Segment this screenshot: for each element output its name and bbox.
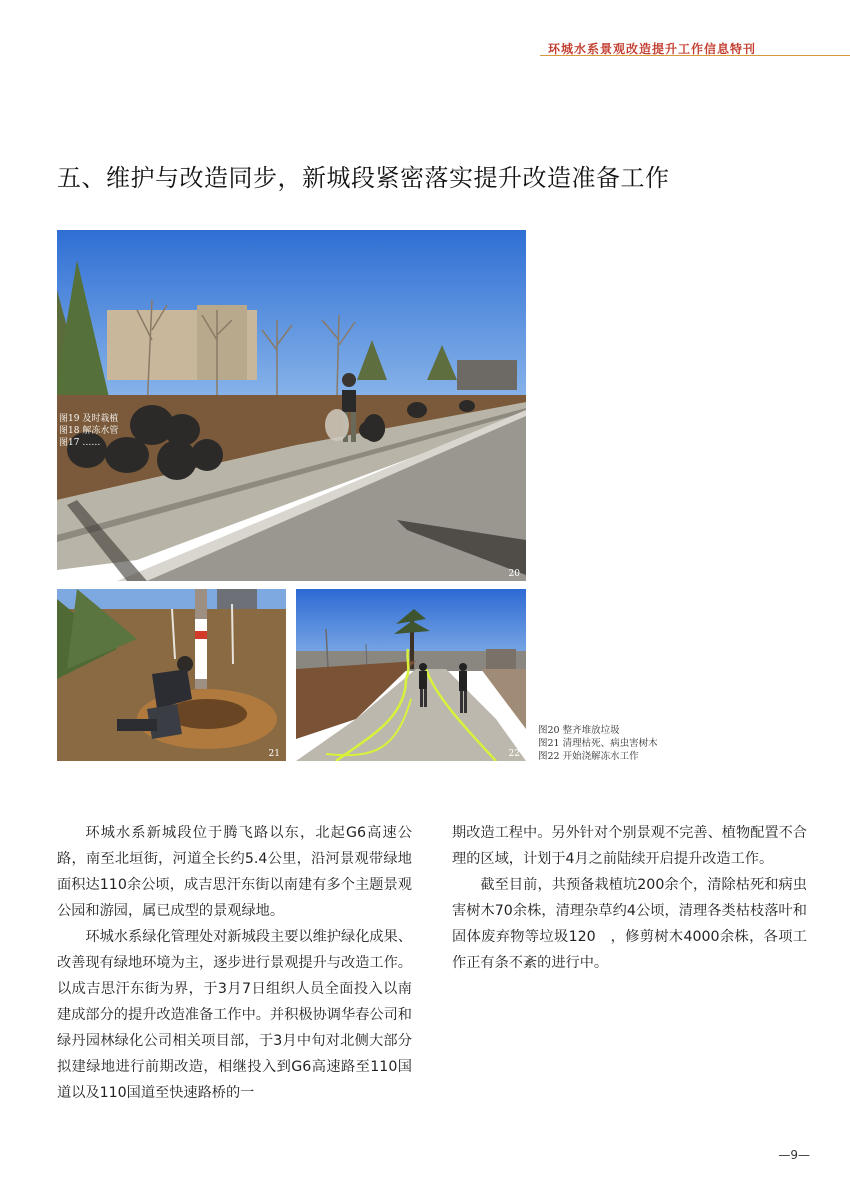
photo-21-image [57,589,286,761]
caption-line: 图22 开始浇解冻水工作 [538,751,639,762]
overlay-line: 图19 及时栽植 [59,414,119,424]
caption-line: 图20 整齐堆放垃圾 [538,725,620,736]
body-paragraph: 环城水系绿化管理处对新城段主要以维护绿化成果、改善现有绿地环境为主，逐步进行景观提升与改造工作。以成吉思汗东街为界，于3月7日组织人员全面投入以南建成部分的提升改造准备工作中。并积极协调华春公司和绿丹园林绿化公司相关项目部，于3月中旬对北侧大部分拟建绿地进行前期改造，相继投入到G6高速路至110国道以及110国道至快速路桥的一 [57,929,412,1101]
photo-22-image [296,589,526,761]
photo-21 [57,589,286,761]
photo-20-overlay-text [59,413,118,449]
photo-22 [296,589,526,761]
running-header: 环城水系景观改造提升工作信息特刊 [548,42,757,56]
caption-line: 图21 清理枯死、病虫害树木 [538,738,658,749]
body-column-left [57,820,412,1106]
page-number: —9— [778,1148,810,1162]
photo-number: 22 [508,749,520,759]
section-title: 五、维护与改造同步，新城段紧密落实提升改造准备工作 [57,164,670,192]
photo-20-image [57,230,526,581]
body-paragraph-continuation: 期改造工程中。另外针对个别景观不完善、植物配置不合理的区域，计划于4月之前陆续开启提升改造工作。 [452,825,807,867]
photo-20 [57,230,526,581]
photo-number: 20 [508,569,520,579]
body-column-right [452,820,807,976]
photo-number: 21 [268,749,280,759]
body-paragraph: 环城水系新城段位于腾飞路以东，北起G6高速公路，南至北垣街，河道全长约5.4公里，沿河景观带绿地面积达110余公顷，成吉思汗东街以南建有多个主题景观公园和游园，属已成型的景观绿地。 [57,825,412,919]
body-paragraph: 截至目前，共预备栽植坑200余个，清除枯死和病虫害树木70余株，清理杂草约4公顷，清理各类枯枝落叶和固体废弃物等垃圾120 ，修剪树木4000余株，各项工作正有条不紊的进行中。 [452,877,807,971]
photo-captions [538,724,658,763]
header-rule [540,55,850,56]
overlay-line: 图17 …… [59,438,101,448]
overlay-line: 图18 解冻水管 [59,426,119,436]
